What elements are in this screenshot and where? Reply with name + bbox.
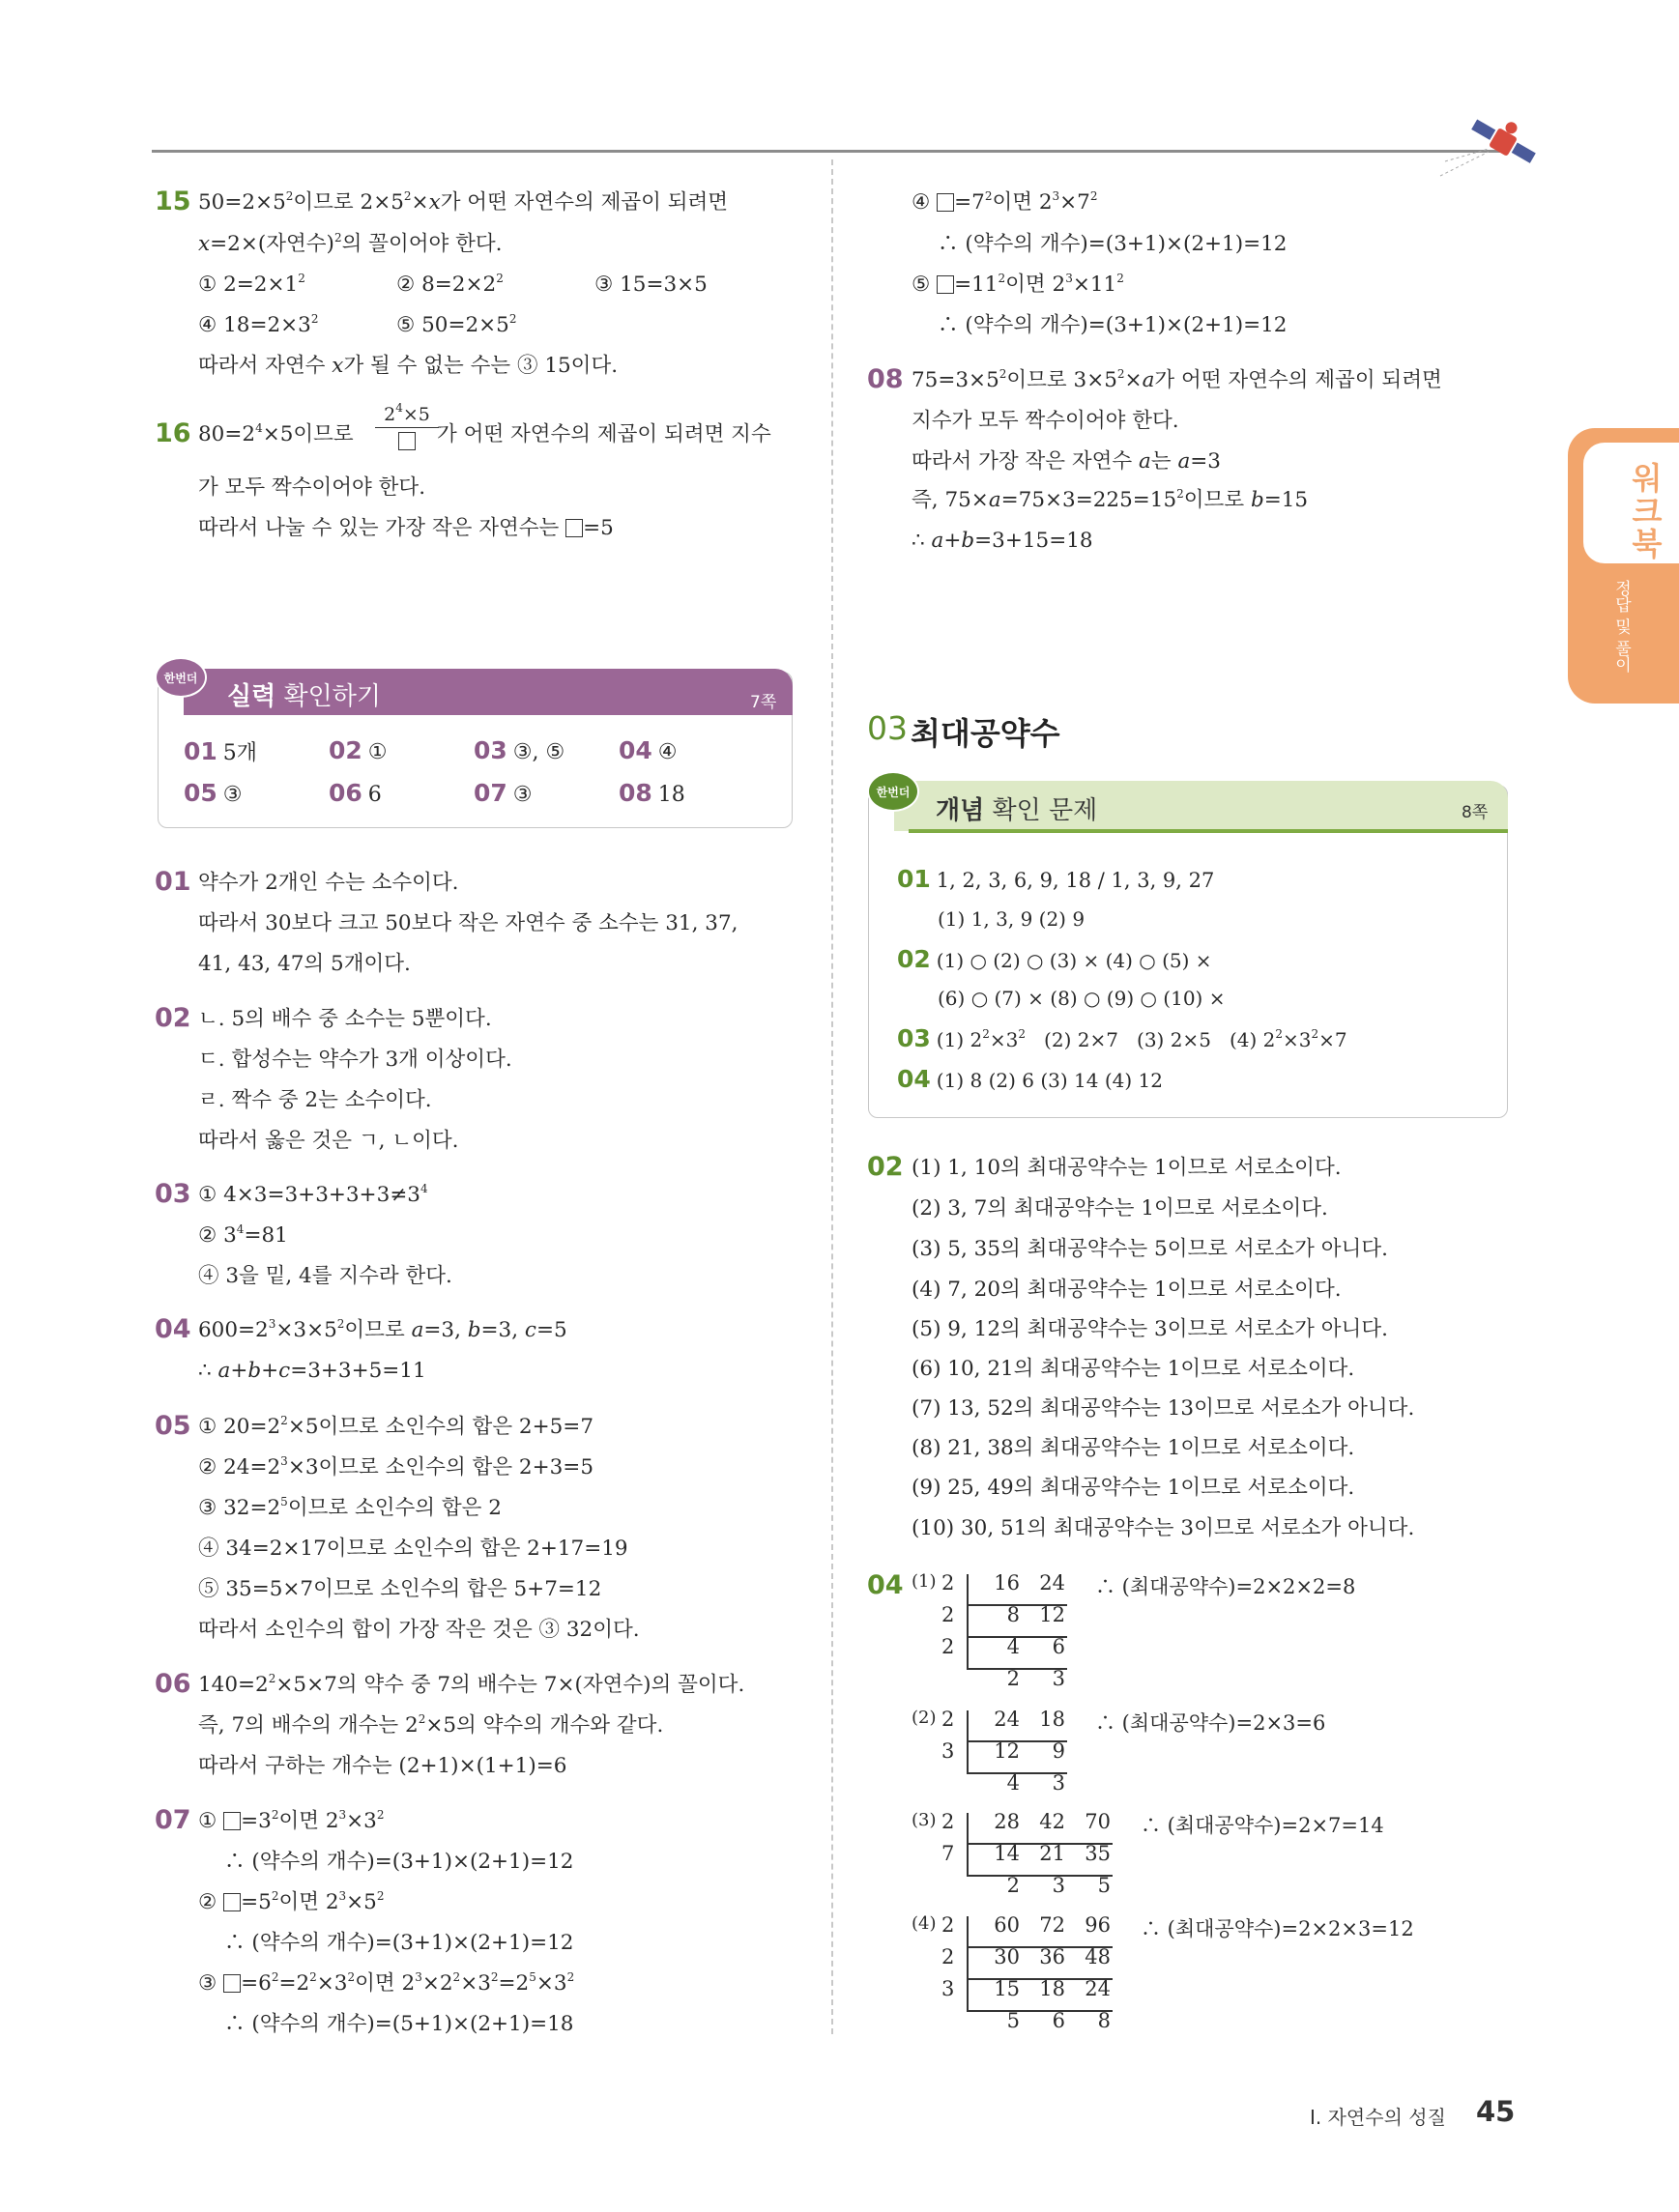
q15-opt-4: ④ $18=2\times 3^2$ xyxy=(198,312,319,337)
footer-page-number: 45 xyxy=(1476,2095,1516,2128)
c04-value: 12 xyxy=(1039,1603,1065,1626)
c02-number: 02 xyxy=(867,1152,904,1182)
s02-line-1: ㄴ. 5의 배수 중 소수는 5뿐이다. xyxy=(198,1007,492,1031)
s08-line-5: ∴ a+b=3+15=18 xyxy=(912,529,1093,553)
q15-number: 15 xyxy=(155,187,191,216)
check-answer-08: 08 18 xyxy=(619,779,685,807)
c04-result: ∴ (최대공약수)=2×7=14 xyxy=(1141,1814,1384,1837)
c04-value: 96 xyxy=(1085,1913,1111,1937)
c04-value: 9 xyxy=(1052,1739,1065,1763)
c04-part-label: (1) xyxy=(912,1571,937,1592)
column-divider xyxy=(831,159,833,2034)
s01-number: 01 xyxy=(155,867,191,897)
s08-line-4: 즉, $75\times a=75\times 3=225=15^2$이므로 b=15 xyxy=(912,487,1309,512)
c04-value: 21 xyxy=(1039,1842,1065,1865)
c02-line-2: (2) 3, 7의 최대공약수는 1이므로 서로소이다. xyxy=(912,1196,1328,1221)
s04-line-1: $600=2^3\times 3\times 5^2$이므로 a=3, b=3, c=5 xyxy=(198,1317,567,1342)
c04-value: 5 xyxy=(1006,2009,1020,2032)
c04-value: 3 xyxy=(1052,1771,1065,1795)
s03-line-1: ① $4\times 3=3+3+3+3\ne 3^4$ xyxy=(198,1182,428,1207)
s07b-line-3: ⑤ $=11^2$이면 $2^3\times 11^2$ xyxy=(912,272,1124,297)
c04-bracket-v xyxy=(967,1845,969,1875)
c04-result: ∴ (최대공약수)=2×3=6 xyxy=(1095,1711,1326,1735)
skill-check-page: 7쪽 xyxy=(750,693,777,712)
q16-fraction: $2^4\times 5$ xyxy=(375,404,439,452)
q15-line-2: x=2×(자연수)$^2$의 꼴이어야 한다. xyxy=(198,231,503,256)
s05-number: 05 xyxy=(155,1411,191,1441)
c04-bracket-v xyxy=(967,1742,969,1772)
c04-divisor: 2 xyxy=(941,1810,955,1833)
c04-value: 8 xyxy=(1097,2009,1111,2032)
s03-line-3: ④ 3을 밑, 4를 지수라 한다. xyxy=(198,1264,452,1288)
s05-line-1: ① $20=2^2\times 5$이므로 소인수의 합은 2+5=7 xyxy=(198,1414,593,1439)
s05-line-3: ③ $32=2^5$이므로 소인수의 합은 2 xyxy=(198,1495,502,1520)
skill-check-title: 실력 확인하기 xyxy=(227,682,381,711)
concept-check-header-rule xyxy=(909,829,1508,833)
s07-line-1: ① $=3^2$이면 $2^3\times 3^2$ xyxy=(198,1808,385,1833)
c04-bracket-v xyxy=(967,1574,969,1604)
c04-divisor: 2 xyxy=(941,1913,955,1937)
s03-number: 03 xyxy=(155,1179,191,1209)
c04-value: 42 xyxy=(1039,1810,1065,1833)
c04-value: 18 xyxy=(1039,1977,1065,2000)
c04-value: 4 xyxy=(1006,1771,1020,1795)
check-answer-07: 07 ③ xyxy=(474,779,533,807)
q16-line-1b: 가 어떤 자연수의 제곱이 되려면 지수 xyxy=(437,422,771,446)
skill-check-badge: 한번더 xyxy=(155,657,207,698)
c04-result: ∴ (최대공약수)=2×2×3=12 xyxy=(1141,1917,1414,1940)
section-title: 최대공약수 xyxy=(911,715,1060,752)
check-answer-02: 02 ① xyxy=(329,736,388,764)
s06-line-2: 즉, 7의 배수의 개수는 $2^2\times 5$의 약수의 개수와 같다. xyxy=(198,1712,664,1738)
c02-line-5: (5) 9, 12의 최대공약수는 3이므로 서로소가 아니다. xyxy=(912,1317,1388,1341)
s08-line-1: $75=3\times 5^2$이므로 $3\times 5^2\times a$가 어떤 자연수의 제곱이 되려면 xyxy=(912,367,1442,392)
c04-value: 72 xyxy=(1039,1913,1065,1937)
c04-value: 70 xyxy=(1085,1810,1111,1833)
side-tab-sub-label: 정답 및 풀이 xyxy=(1611,580,1631,673)
concept-row-01: 01 1, 2, 3, 6, 9, 18 / 1, 3, 9, 27 xyxy=(897,865,1215,893)
section-number: 03 xyxy=(867,709,908,747)
c02-line-6: (6) 10, 21의 최대공약수는 1이므로 서로소이다. xyxy=(912,1357,1355,1381)
c04-value: 8 xyxy=(1006,1603,1020,1626)
q15-opt-3: ③ 15=3×5 xyxy=(594,273,708,297)
c04-value: 48 xyxy=(1085,1945,1111,1968)
concept-row-02: 02 (1) ○ (2) ○ (3) × (4) ○ (5) × xyxy=(897,945,1212,973)
c04-bracket-v xyxy=(967,1813,969,1843)
s07b-line-2: ∴ (약수의 개수)=(3+1)×(2+1)=12 xyxy=(938,232,1288,256)
c04-divisor: 3 xyxy=(941,1739,955,1763)
c04-value: 3 xyxy=(1052,1874,1065,1897)
concept-check-badge: 한번더 xyxy=(867,771,919,812)
c04-value: 12 xyxy=(994,1739,1020,1763)
footer-chapter: Ⅰ. 자연수의 성질 xyxy=(1310,2106,1446,2129)
c04-value: 6 xyxy=(1052,1635,1065,1658)
s02-line-3: ㄹ. 짝수 중 2는 소수이다. xyxy=(198,1088,432,1112)
q16-line-2: 가 모두 짝수이어야 한다. xyxy=(198,475,426,500)
satellite-icon xyxy=(1431,108,1547,186)
check-answer-01: 01 5개 xyxy=(184,737,258,765)
s07-line-4: ∴ (약수의 개수)=(3+1)×(2+1)=12 xyxy=(224,1931,574,1955)
c04-bracket-v xyxy=(967,1916,969,1946)
c04-value: 5 xyxy=(1097,1874,1111,1897)
top-rule xyxy=(152,150,1503,153)
concept-row-04: 04 (1) 8 (2) 6 (3) 14 (4) 12 xyxy=(897,1065,1163,1093)
s05-line-2: ② $24=2^3\times 3$이므로 소인수의 합은 2+3=5 xyxy=(198,1454,593,1479)
c04-value: 36 xyxy=(1039,1945,1065,1968)
c04-part-label: (4) xyxy=(912,1913,937,1934)
s01-line-1: 약수가 2개인 수는 소수이다. xyxy=(198,871,459,895)
s07-line-5: ③ $=6^2=2^2\times 3^2$이면 $2^3\times 2^2\times 3^2=2^5\times 3^2$ xyxy=(198,1970,575,1996)
s02-line-2: ㄷ. 합성수는 약수가 3개 이상이다. xyxy=(198,1048,512,1072)
c04-divisor: 2 xyxy=(941,1708,955,1731)
c04-bracket-v xyxy=(967,1948,969,1978)
c04-value: 60 xyxy=(994,1913,1020,1937)
c04-result: ∴ (최대공약수)=2×2×2=8 xyxy=(1095,1575,1356,1598)
c04-bracket-v xyxy=(967,1638,969,1668)
c02-line-3: (3) 5, 35의 최대공약수는 5이므로 서로소가 아니다. xyxy=(912,1237,1388,1261)
s06-line-1: $140=2^2\times 5\times 7$의 약수 중 7의 배수는 7×(자연수)의 꼴이다. xyxy=(198,1672,745,1697)
side-tab-main-label: 워크북 xyxy=(1627,462,1664,560)
c04-divisor: 2 xyxy=(941,1571,955,1594)
concept-row-01b: (1) 1, 3, 9 (2) 9 xyxy=(938,907,1086,931)
concept-row-02b: (6) ○ (7) × (8) ○ (9) ○ (10) × xyxy=(938,987,1226,1010)
c02-line-9: (9) 25, 49의 최대공약수는 1이므로 서로소이다. xyxy=(912,1476,1355,1500)
s04-number: 04 xyxy=(155,1314,191,1344)
s07-line-3: ② $=5^2$이면 $2^3\times 5^2$ xyxy=(198,1889,385,1914)
c04-bracket-v xyxy=(967,1980,969,2010)
c04-part-label: (3) xyxy=(912,1810,937,1830)
q15-opt-1: ① $2=2\times 1^2$ xyxy=(198,272,305,297)
s07b-line-4: ∴ (약수의 개수)=(3+1)×(2+1)=12 xyxy=(938,313,1288,337)
c02-line-8: (8) 21, 38의 최대공약수는 1이므로 서로소이다. xyxy=(912,1436,1355,1460)
c04-value: 18 xyxy=(1039,1708,1065,1731)
c04-value: 24 xyxy=(1085,1977,1111,2000)
c02-line-1: (1) 1, 10의 최대공약수는 1이므로 서로소이다. xyxy=(912,1156,1342,1180)
c04-value: 14 xyxy=(994,1842,1020,1865)
q16-line-1a: $80=2^4\times 5$이므로 xyxy=(198,421,354,446)
s06-number: 06 xyxy=(155,1669,191,1699)
c04-part-label: (2) xyxy=(912,1708,937,1728)
q16-line-3: 따라서 나눌 수 있는 가장 작은 자연수는 =5 xyxy=(198,516,614,540)
c04-divisor: 7 xyxy=(941,1842,955,1865)
c04-value: 28 xyxy=(994,1810,1020,1833)
q15-line-1: $50=2\times 5^2$이므로 $2\times 5^2\times x$가 어떤 자연수의 제곱이 되려면 xyxy=(198,189,729,215)
s07b-line-1: ④ $=7^2$이면 $2^3\times 7^2$ xyxy=(912,189,1098,215)
c04-divisor: 3 xyxy=(941,1977,955,2000)
s01-line-2: 따라서 30보다 크고 50보다 작은 자연수 중 소수는 31, 37, xyxy=(198,911,738,935)
c04-value: 24 xyxy=(1039,1571,1065,1594)
s05-line-6: 따라서 소인수의 합이 가장 작은 것은 ③ 32이다. xyxy=(198,1618,640,1642)
c04-value: 4 xyxy=(1006,1635,1020,1658)
c04-bracket-v xyxy=(967,1606,969,1636)
s08-number: 08 xyxy=(867,364,904,394)
c04-value: 30 xyxy=(994,1945,1020,1968)
c04-bracket-v xyxy=(967,1710,969,1740)
check-answer-05: 05 ③ xyxy=(184,779,243,807)
s06-line-3: 따라서 구하는 개수는 (2+1)×(1+1)=6 xyxy=(198,1754,567,1778)
c02-line-10: (10) 30, 51의 최대공약수는 3이므로 서로소가 아니다. xyxy=(912,1516,1415,1540)
check-answer-04: 04 ④ xyxy=(619,736,678,764)
s07-line-2: ∴ (약수의 개수)=(3+1)×(2+1)=12 xyxy=(224,1850,574,1874)
c04-divisor: 2 xyxy=(941,1945,955,1968)
c04-value: 24 xyxy=(994,1708,1020,1731)
s05-line-5: ⑤ 35=5×7이므로 소인수의 합은 5+7=12 xyxy=(198,1577,602,1601)
c04-value: 35 xyxy=(1085,1842,1111,1865)
c04-value: 2 xyxy=(1006,1874,1020,1897)
s08-line-2: 지수가 모두 짝수이어야 한다. xyxy=(912,409,1179,433)
s04-line-2: ∴ a+b+c=3+3+5=11 xyxy=(198,1359,426,1383)
c04-value: 3 xyxy=(1052,1667,1065,1690)
s05-line-4: ④ 34=2×17이므로 소인수의 합은 2+17=19 xyxy=(198,1537,628,1561)
q16-number: 16 xyxy=(155,418,191,448)
s07-line-6: ∴ (약수의 개수)=(5+1)×(2+1)=18 xyxy=(224,2012,574,2036)
q15-opt-2: ② $8=2\times 2^2$ xyxy=(396,272,504,297)
s07-number: 07 xyxy=(155,1805,191,1835)
c04-value: 15 xyxy=(994,1977,1020,2000)
check-answer-06: 06 6 xyxy=(329,779,382,807)
c04-divisor: 2 xyxy=(941,1603,955,1626)
c04-value: 2 xyxy=(1006,1667,1020,1690)
s02-line-4: 따라서 옳은 것은 ㄱ, ㄴ이다. xyxy=(198,1129,459,1153)
concept-check-page: 8쪽 xyxy=(1462,803,1489,822)
c04-value: 16 xyxy=(994,1571,1020,1594)
q15-conclusion: 따라서 자연수 x가 될 수 없는 수는 ③ 15이다. xyxy=(198,354,619,378)
c02-line-7: (7) 13, 52의 최대공약수는 13이므로 서로소가 아니다. xyxy=(912,1396,1415,1421)
s01-line-3: 41, 43, 47의 5개이다. xyxy=(198,952,411,976)
c02-line-4: (4) 7, 20의 최대공약수는 1이므로 서로소이다. xyxy=(912,1278,1342,1302)
c04-divisor: 2 xyxy=(941,1635,955,1658)
s03-line-2: ② $3^4=81$ xyxy=(198,1222,288,1248)
c04-number: 04 xyxy=(867,1570,904,1600)
s08-line-3: 따라서 가장 작은 자연수 a는 a=3 xyxy=(912,449,1221,474)
check-answer-03: 03 ③, ⑤ xyxy=(474,736,565,764)
c04-value: 6 xyxy=(1052,2009,1065,2032)
s02-number: 02 xyxy=(155,1003,191,1033)
q15-opt-5: ⑤ $50=2\times 5^2$ xyxy=(396,312,517,337)
concept-check-title: 개념 확인 문제 xyxy=(936,796,1098,825)
concept-row-03: 03 (1) $2^2\times 3^2$ (2) 2×7 (3) 2×5 (4) $2^2\times 3^2\times 7$ xyxy=(897,1024,1347,1052)
